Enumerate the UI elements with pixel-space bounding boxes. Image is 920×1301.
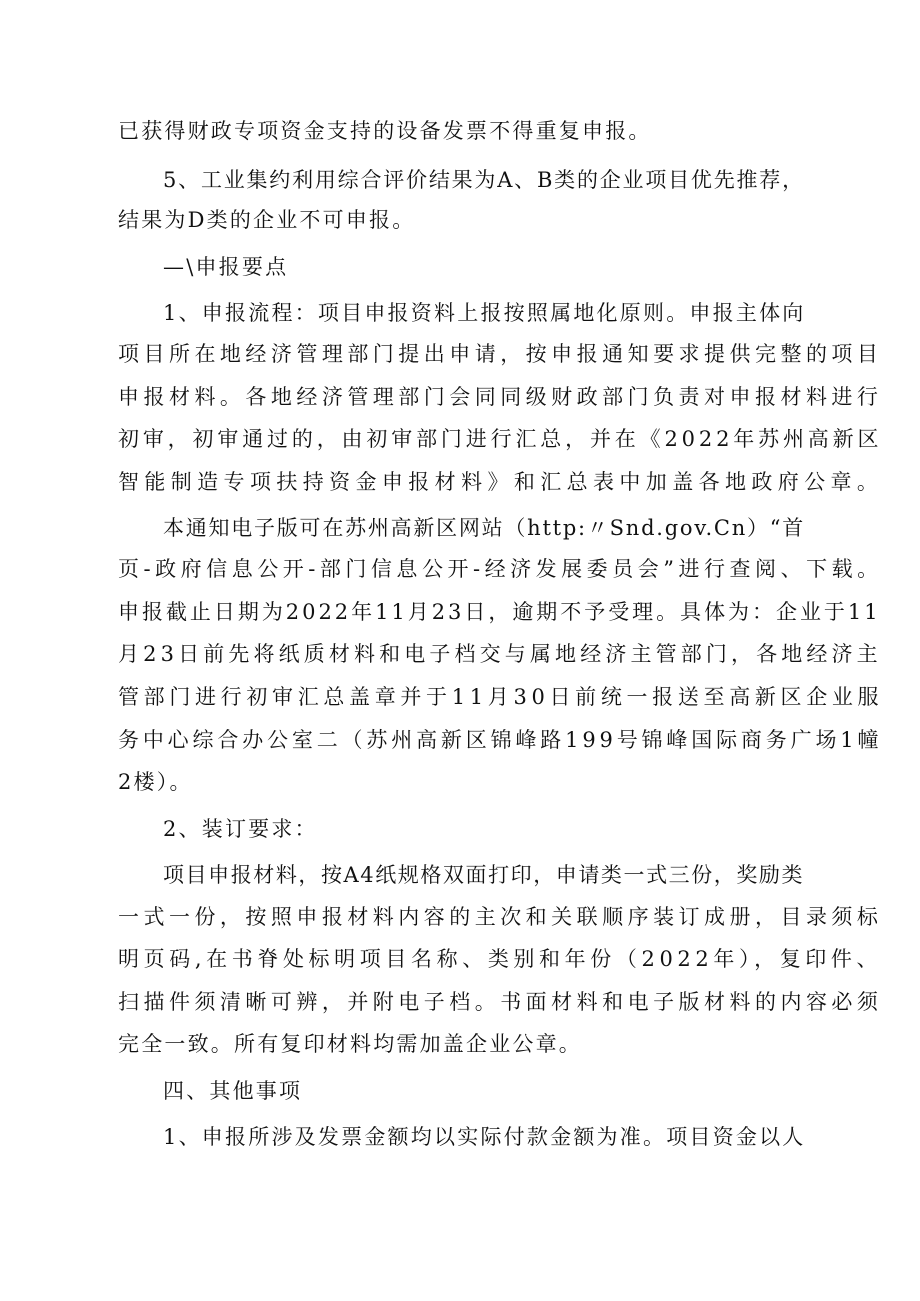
text-line: 项目申报材料，按A4纸规格双面打印，申请类一式三份，奖励类 bbox=[163, 863, 805, 887]
text-line: 已获得财政专项资金支持的设备发票不得重复申报。 bbox=[118, 119, 652, 143]
text-line: 本通知电子版可在苏州高新区网站（http:〃Snd.gov.Cn）“首 bbox=[163, 516, 806, 540]
text-line: 务中心综合办公室二（苏州高新区锦峰路199号锦峰国际商务广场1幢 bbox=[118, 728, 883, 752]
text-line: 1、申报流程：项目申报资料上报按照属地化原则。申报主体向 bbox=[163, 301, 806, 325]
text-line: 2楼）。 bbox=[118, 770, 193, 794]
text-line: 完全一致。所有复印材料均需加盖企业公章。 bbox=[118, 1032, 582, 1056]
text-line: 初审，初审通过的，由初审部门进行汇总，并在《2022年苏州高新区 bbox=[118, 427, 883, 451]
text-line: 一式一份，按照申报材料内容的主次和关联顺序装订成册，目录须标 bbox=[118, 905, 883, 929]
text-line: 申报截止日期为2022年11月23日，逾期不予受理。具体为：企业于11 bbox=[118, 600, 881, 624]
text-line: 扫描件须清晰可辨，并附电子档。书面材料和电子版材料的内容必须 bbox=[118, 990, 883, 1014]
section-heading: 四、其他事项 bbox=[163, 1079, 303, 1103]
section-heading: —\申报要点 bbox=[163, 255, 289, 279]
text-line: 1、申报所涉及发票金额均以实际付款金额为准。项目资金以人 bbox=[163, 1125, 806, 1149]
text-line: 5、工业集约利用综合评价结果为A、B类的企业项目优先推荐， bbox=[163, 168, 805, 192]
text-line: 项目所在地经济管理部门提出申请，按申报通知要求提供完整的项目 bbox=[118, 342, 883, 366]
text-line: 管部门进行初审汇总盖章并于11月30日前统一报送至高新区企业服 bbox=[118, 685, 884, 709]
text-line: 页-政府信息公开-部门信息公开-经济发展委员会”进行查阅、下载。 bbox=[118, 557, 883, 581]
text-line: 月23日前先将纸质材料和电子档交与属地经济主管部门，各地经济主 bbox=[118, 642, 882, 666]
text-line: 结果为D类的企业不可申报。 bbox=[118, 208, 416, 232]
text-line: 智能制造专项扶持资金申报材料》和汇总表中加盖各地政府公章。 bbox=[118, 470, 884, 494]
text-line: 明页码,在书脊处标明项目名称、类别和年份（2022年），复印件、 bbox=[118, 947, 883, 971]
text-line: 申报材料。各地经济管理部门会同同级财政部门负责对申报材料进行 bbox=[118, 385, 883, 409]
section-heading: 2、装订要求： bbox=[163, 817, 318, 841]
